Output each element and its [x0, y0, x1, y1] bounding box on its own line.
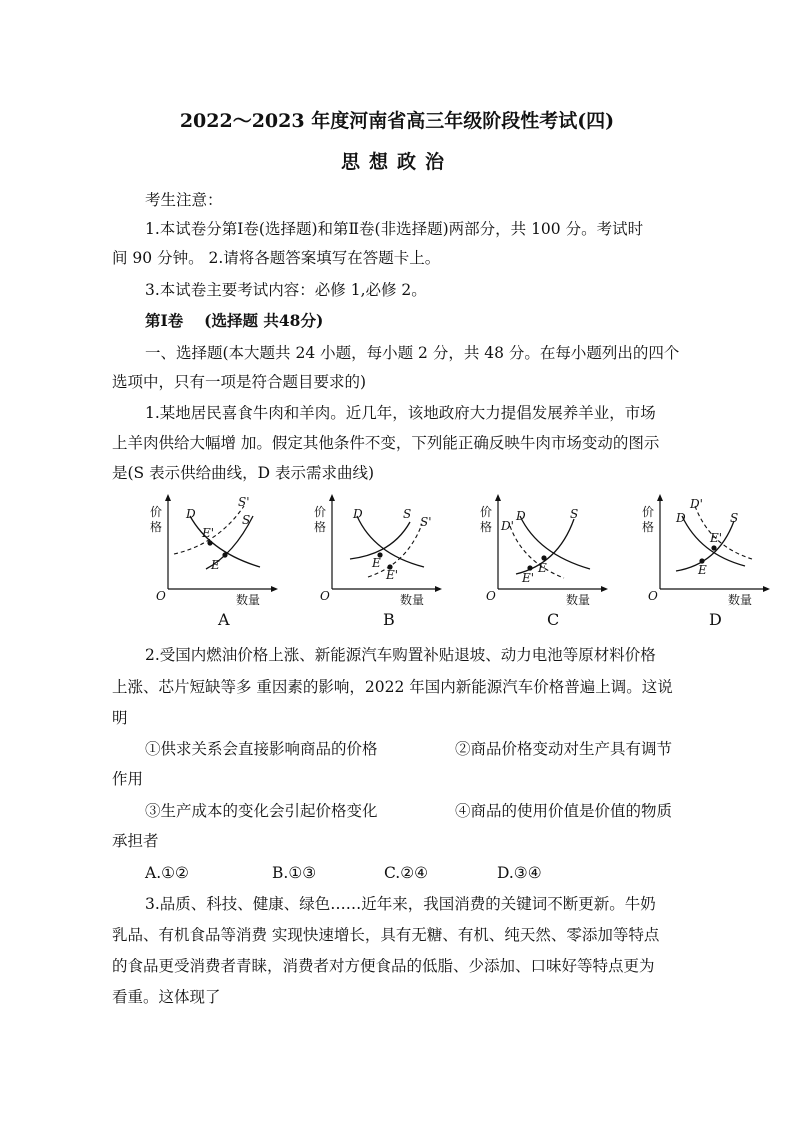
axis-label-quantity: 数量 — [728, 593, 753, 607]
curve-label: S — [730, 511, 739, 525]
question-1-line: 上羊肉供给大幅增 加。假定其他条件不变，下列能正确反映牛肉市场变动的图示 — [112, 434, 660, 452]
axis-label-quantity: 数量 — [400, 593, 425, 607]
axis-label-price: 格 — [314, 520, 327, 534]
curve-label: S — [242, 513, 251, 527]
option-d[interactable]: D.③④ — [497, 864, 542, 882]
exam-title: 2022～2023 年度河南省高三年级阶段性考试(四) — [179, 110, 615, 132]
option-c[interactable]: C.②④ — [384, 864, 429, 882]
question-3-line: 的食品更受消费者青睐，消费者对方便食品的低脂、少添加、口味好等特点更为 — [112, 957, 655, 975]
origin-label: O — [648, 589, 658, 603]
statement-4: ④商品的使用价值是价值的物质 — [455, 802, 673, 820]
section-1-intro-cont: 选项中，只有一项是符合题目要求的) — [112, 373, 367, 391]
question-3-line: 看重。这体现了 — [112, 988, 221, 1006]
section-1-title: 第Ⅰ卷 (选择题 共48分) — [145, 311, 324, 330]
axis-label-quantity: 数量 — [236, 593, 261, 607]
curve-label: S' — [420, 515, 432, 529]
question-3-line: 3.品质、科技、健康、绿色……近年来，我国消费的关键词不断更新。牛奶 — [145, 895, 656, 913]
axis-label-price: 价 — [642, 505, 655, 519]
notice-heading: 考生注意： — [145, 191, 223, 209]
curve-label: D — [186, 507, 196, 521]
curve-label: D — [353, 507, 363, 521]
axis-label-price: 价 — [150, 505, 163, 519]
curve-label: D' — [501, 519, 514, 533]
option-b[interactable]: B.①③ — [272, 864, 317, 882]
axis-label-price: 格 — [150, 520, 163, 534]
statement-1: ①供求关系会直接影响商品的价格 — [145, 740, 378, 758]
axis-label-price: 价 — [314, 505, 327, 519]
point-label: E' — [522, 571, 535, 585]
section-1-intro: 一、选择题(本大题共 24 小题，每小题 2 分，共 48 分。在每小题列出的四个 — [145, 344, 680, 362]
graph-a — [148, 494, 278, 634]
point-label: E — [211, 558, 220, 572]
graph-c — [478, 494, 608, 634]
question-2-line: 2.受国内燃油价格上涨、新能源汽车购置补贴退坡、动力电池等原材料价格 — [145, 646, 656, 664]
subject-title: 思想政治 — [340, 151, 453, 173]
statement-3: ③生产成本的变化会引起价格变化 — [145, 802, 378, 820]
graph-d-letter: D — [709, 610, 722, 629]
curve-label: S — [403, 507, 412, 521]
notice-item-3: 3.本试卷主要考试内容：必修 1,必修 2。 — [145, 281, 427, 299]
question-2-line: 上涨、芯片短缺等多 重因素的影响，2022 年国内新能源汽车价格普遍上调。这说 — [112, 678, 673, 696]
point-label: E — [698, 563, 707, 577]
point-label: E' — [202, 526, 215, 540]
axis-label-price: 价 — [480, 505, 493, 519]
graph-a-letter: A — [218, 610, 230, 629]
point-label: E — [538, 561, 547, 575]
notice-item-1: 1.本试卷分第Ⅰ卷(选择题)和第Ⅱ卷(非选择题)两部分，共 100 分。考试时 — [145, 220, 644, 238]
curve-label: D — [676, 511, 686, 525]
graph-d — [640, 494, 770, 634]
question-2-line: 明 — [112, 709, 128, 727]
notice-item-1-cont: 间 90 分钟。 2.请将各题答案填写在答题卡上。 — [112, 249, 441, 267]
point-label: E — [372, 556, 381, 570]
statement-4-cont: 承担者 — [112, 832, 159, 850]
curve-label: S' — [238, 495, 250, 509]
option-a[interactable]: A.①② — [145, 864, 189, 882]
origin-label: O — [486, 589, 496, 603]
axis-label-price: 格 — [480, 520, 493, 534]
point-label: E' — [386, 568, 399, 582]
statement-2-cont: 作用 — [112, 770, 144, 788]
curve-label: D — [516, 509, 526, 523]
graph-b-letter: B — [383, 610, 395, 629]
question-3-line: 乳品、有机食品等消费 实现快速增长，具有无糖、有机、纯天然、零添加等特点 — [112, 926, 660, 944]
origin-label: O — [320, 589, 330, 603]
question-1-line: 1.某地居民喜食牛肉和羊肉。近几年，该地政府大力提倡发展养羊业，市场 — [145, 404, 656, 422]
curve-label: D' — [690, 497, 703, 511]
origin-label: O — [156, 589, 166, 603]
point-label: E' — [710, 531, 723, 545]
statement-2: ②商品价格变动对生产具有调节 — [455, 740, 673, 758]
graph-b — [312, 494, 442, 634]
curve-label: S — [570, 507, 579, 521]
axis-label-price: 格 — [642, 520, 655, 534]
graph-c-letter: C — [547, 610, 560, 629]
axis-label-quantity: 数量 — [566, 593, 591, 607]
question-1-line: 是(S 表示供给曲线，D 表示需求曲线) — [112, 464, 374, 482]
